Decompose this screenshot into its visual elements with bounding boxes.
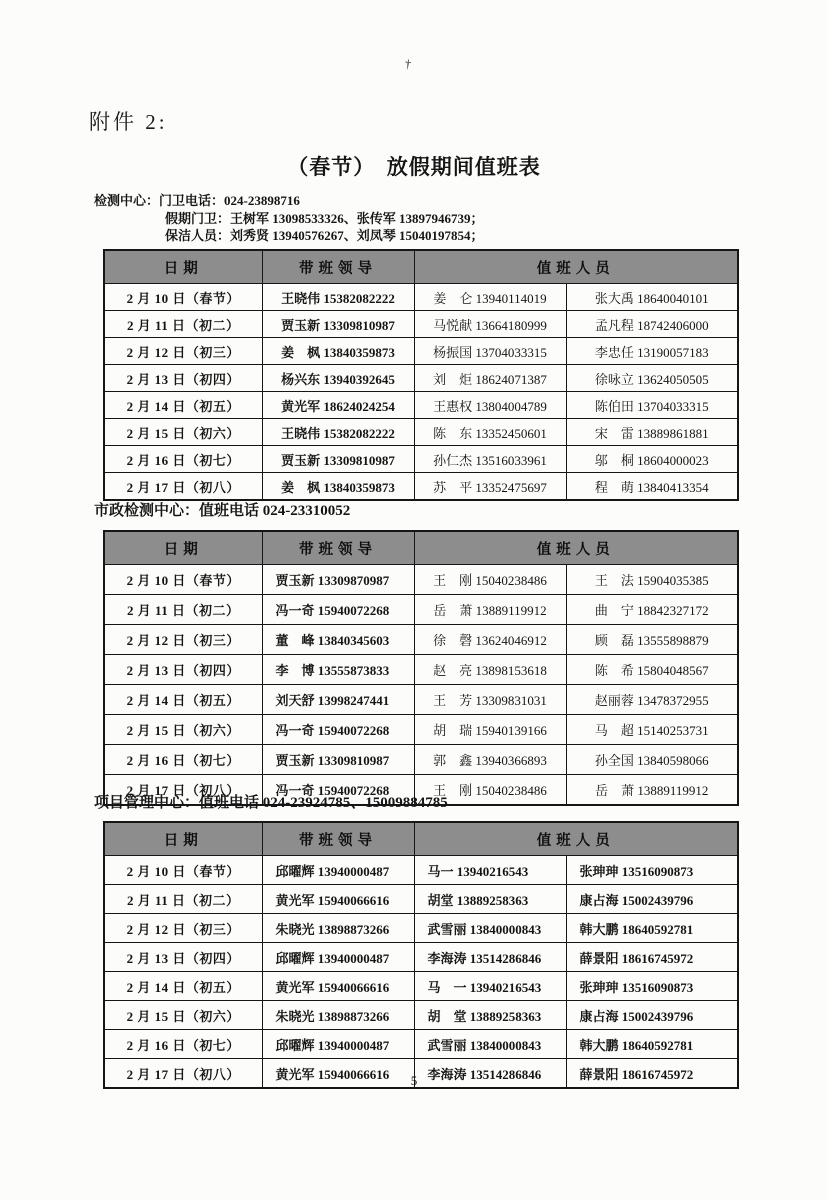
cell-date: 2 月 11 日（初二） bbox=[104, 885, 262, 914]
cell-staff1: 马一 13940216543 bbox=[414, 856, 566, 885]
cell-leader: 邱曜辉 13940000487 bbox=[262, 856, 414, 885]
cell-staff1: 王 刚 15040238486 bbox=[414, 565, 566, 595]
cell-staff1: 马悦献 13664180999 bbox=[414, 311, 566, 338]
cell-leader: 朱晓光 13898873266 bbox=[262, 1001, 414, 1030]
cell-staff1: 王惠权 13804004789 bbox=[414, 392, 566, 419]
cell-date: 2 月 14 日（初五） bbox=[104, 685, 262, 715]
table-row bbox=[104, 473, 738, 501]
cell-leader: 黄光军 15940066616 bbox=[262, 972, 414, 1001]
cell-leader: 李 博 13555873833 bbox=[262, 655, 414, 685]
cell-staff1: 郭 鑫 13940366893 bbox=[414, 745, 566, 775]
table-row bbox=[104, 655, 738, 685]
contact-line-2: 假期门卫：王树军 13098533326、张传军 13897946739； bbox=[165, 210, 484, 226]
cell-date: 2 月 10 日（春节） bbox=[104, 284, 262, 311]
cell-leader: 贾玉新 13309810987 bbox=[262, 745, 414, 775]
cell-staff2: 赵丽蓉 13478372955 bbox=[566, 685, 738, 715]
table-row bbox=[104, 392, 738, 419]
cell-staff2: 陈伯田 13704033315 bbox=[566, 392, 738, 419]
table-row bbox=[104, 745, 738, 775]
cell-staff2: 孟凡程 18742406000 bbox=[566, 311, 738, 338]
cell-date: 2 月 13 日（初四） bbox=[104, 365, 262, 392]
cell-staff2: 韩大鹏 18640592781 bbox=[566, 914, 738, 943]
cell-date: 2 月 14 日（初五） bbox=[104, 972, 262, 1001]
table-row bbox=[104, 943, 738, 972]
cell-staff2: 马 超 15140253731 bbox=[566, 715, 738, 745]
scan-artifact-mark: † bbox=[404, 56, 412, 72]
cell-date: 2 月 16 日（初七） bbox=[104, 745, 262, 775]
cell-date: 2 月 16 日（初七） bbox=[104, 1030, 262, 1059]
page-number: 5 bbox=[410, 1073, 418, 1088]
cell-staff1: 岳 萧 13889119912 bbox=[414, 595, 566, 625]
cell-staff2: 陈 希 15804048567 bbox=[566, 655, 738, 685]
cell-staff2: 曲 宁 18842327172 bbox=[566, 595, 738, 625]
duty-table-shizheng bbox=[103, 530, 739, 806]
table-row bbox=[104, 311, 738, 338]
cell-date: 2 月 12 日（初三） bbox=[104, 625, 262, 655]
table-row bbox=[104, 338, 738, 365]
header-row bbox=[104, 531, 738, 565]
cell-date: 2 月 17 日（初八） bbox=[104, 775, 262, 806]
cell-staff2: 徐咏立 13624050505 bbox=[566, 365, 738, 392]
table-row bbox=[104, 446, 738, 473]
cell-staff2: 张大禹 18640040101 bbox=[566, 284, 738, 311]
cell-staff1: 姜 仑 13940114019 bbox=[414, 284, 566, 311]
cell-leader: 邱曜辉 13940000487 bbox=[262, 1030, 414, 1059]
cell-leader: 邱曜辉 13940000487 bbox=[262, 943, 414, 972]
section-heading-shizheng: 市政检测中心：值班电话 024-23310052 bbox=[94, 503, 351, 519]
cell-staff2: 康占海 15002439796 bbox=[566, 1001, 738, 1030]
cell-leader: 黄光军 18624024254 bbox=[262, 392, 414, 419]
table-row bbox=[104, 914, 738, 943]
contact-info-block bbox=[94, 192, 484, 245]
cell-date: 2 月 15 日（初六） bbox=[104, 419, 262, 446]
cell-leader: 冯一奇 15940072268 bbox=[262, 775, 414, 806]
cell-staff1: 胡 堂 13889258363 bbox=[414, 1001, 566, 1030]
cell-staff1: 李海涛 13514286846 bbox=[414, 943, 566, 972]
col-header-leader: 带班领导 bbox=[262, 531, 414, 565]
col-header-leader: 带班领导 bbox=[262, 822, 414, 856]
cell-staff2: 韩大鹏 18640592781 bbox=[566, 1030, 738, 1059]
header-row bbox=[104, 822, 738, 856]
duty-table-xiangmu bbox=[103, 821, 739, 1089]
cell-date: 2 月 17 日（初八） bbox=[104, 1059, 262, 1089]
section-heading-xiangmu: 项目管理中心：值班电话 024-23924785、15009884785 bbox=[94, 795, 448, 811]
cell-staff1: 马 一 13940216543 bbox=[414, 972, 566, 1001]
cell-staff1: 陈 东 13352450601 bbox=[414, 419, 566, 446]
cell-leader: 姜 枫 13840359873 bbox=[262, 473, 414, 501]
cell-staff2: 宋 雷 13889861881 bbox=[566, 419, 738, 446]
cell-leader: 黄光军 15940066616 bbox=[262, 1059, 414, 1089]
cell-staff1: 胡堂 13889258363 bbox=[414, 885, 566, 914]
col-header-staff: 值班人员 bbox=[414, 531, 738, 565]
contact-line-3: 保洁人员：刘秀贤 13940576267、刘凤琴 15040197854； bbox=[165, 228, 484, 243]
cell-date: 2 月 17 日（初八） bbox=[104, 473, 262, 501]
cell-staff1: 武雪丽 13840000843 bbox=[414, 914, 566, 943]
table-row bbox=[104, 715, 738, 745]
cell-date: 2 月 10 日（春节） bbox=[104, 565, 262, 595]
col-header-leader: 带班领导 bbox=[262, 250, 414, 284]
table-row bbox=[104, 565, 738, 595]
cell-leader: 王晓伟 15382082222 bbox=[262, 419, 414, 446]
cell-staff2: 程 萌 13840413354 bbox=[566, 473, 738, 501]
cell-staff1: 杨振国 13704033315 bbox=[414, 338, 566, 365]
table-row bbox=[104, 625, 738, 655]
cell-staff1: 李海涛 13514286846 bbox=[414, 1059, 566, 1089]
duty-table-jiance bbox=[103, 249, 739, 501]
cell-date: 2 月 12 日（初三） bbox=[104, 914, 262, 943]
cell-staff2: 顾 磊 13555898879 bbox=[566, 625, 738, 655]
table-row bbox=[104, 365, 738, 392]
table-row bbox=[104, 885, 738, 914]
table-row bbox=[104, 1001, 738, 1030]
cell-leader: 姜 枫 13840359873 bbox=[262, 338, 414, 365]
cell-staff2: 张珅珅 13516090873 bbox=[566, 972, 738, 1001]
contact-center-label: 检测中心： bbox=[94, 193, 160, 208]
cell-staff2: 薛景阳 18616745972 bbox=[566, 1059, 738, 1089]
cell-date: 2 月 13 日（初四） bbox=[104, 943, 262, 972]
cell-leader: 黄光军 15940066616 bbox=[262, 885, 414, 914]
cell-staff2: 薛景阳 18616745972 bbox=[566, 943, 738, 972]
gate-phone: 门卫电话：024-23898716 bbox=[159, 193, 300, 208]
cell-date: 2 月 14 日（初五） bbox=[104, 392, 262, 419]
table-row bbox=[104, 1030, 738, 1059]
cell-staff1: 刘 炬 18624071387 bbox=[414, 365, 566, 392]
table-row bbox=[104, 284, 738, 311]
cell-leader: 杨兴东 13940392645 bbox=[262, 365, 414, 392]
cell-staff1: 胡 瑞 15940139166 bbox=[414, 715, 566, 745]
cell-staff2: 孙全国 13840598066 bbox=[566, 745, 738, 775]
cell-leader: 贾玉新 13309810987 bbox=[262, 446, 414, 473]
cell-leader: 王晓伟 15382082222 bbox=[262, 284, 414, 311]
col-header-staff: 值班人员 bbox=[414, 250, 738, 284]
cell-leader: 贾玉新 13309870987 bbox=[262, 565, 414, 595]
cell-staff2: 康占海 15002439796 bbox=[566, 885, 738, 914]
cell-staff1: 王 刚 15040238486 bbox=[414, 775, 566, 806]
cell-leader: 董 峰 13840345603 bbox=[262, 625, 414, 655]
document-title: （春节） 放假期间值班表 bbox=[287, 155, 541, 179]
cell-date: 2 月 12 日（初三） bbox=[104, 338, 262, 365]
cell-date: 2 月 16 日（初七） bbox=[104, 446, 262, 473]
cell-staff1: 苏 平 13352475697 bbox=[414, 473, 566, 501]
cell-staff2: 邬 桐 18604000023 bbox=[566, 446, 738, 473]
cell-leader: 贾玉新 13309810987 bbox=[262, 311, 414, 338]
cell-staff2: 张珅珅 13516090873 bbox=[566, 856, 738, 885]
table-row bbox=[104, 972, 738, 1001]
cell-staff1: 孙仁杰 13516033961 bbox=[414, 446, 566, 473]
col-header-staff: 值班人员 bbox=[414, 822, 738, 856]
cell-staff1: 徐 磬 13624046912 bbox=[414, 625, 566, 655]
col-header-date: 日期 bbox=[104, 250, 262, 284]
cell-leader: 刘天舒 13998247441 bbox=[262, 685, 414, 715]
table-row bbox=[104, 419, 738, 446]
cell-leader: 冯一奇 15940072268 bbox=[262, 595, 414, 625]
col-header-date: 日期 bbox=[104, 822, 262, 856]
cell-date: 2 月 10 日（春节） bbox=[104, 856, 262, 885]
cell-date: 2 月 13 日（初四） bbox=[104, 655, 262, 685]
table-row bbox=[104, 595, 738, 625]
cell-staff1: 武雪丽 13840000843 bbox=[414, 1030, 566, 1059]
cell-leader: 朱晓光 13898873266 bbox=[262, 914, 414, 943]
cell-staff2: 岳 萧 13889119912 bbox=[566, 775, 738, 806]
cell-date: 2 月 11 日（初二） bbox=[104, 311, 262, 338]
cell-staff2: 李忠任 13190057183 bbox=[566, 338, 738, 365]
cell-staff1: 王 芳 13309831031 bbox=[414, 685, 566, 715]
cell-date: 2 月 11 日（初二） bbox=[104, 595, 262, 625]
cell-leader: 冯一奇 15940072268 bbox=[262, 715, 414, 745]
cell-staff2: 王 法 15904035385 bbox=[566, 565, 738, 595]
header-row bbox=[104, 250, 738, 284]
col-header-date: 日期 bbox=[104, 531, 262, 565]
table-row bbox=[104, 856, 738, 885]
cell-staff1: 赵 亮 13898153618 bbox=[414, 655, 566, 685]
attachment-label: 附件 2: bbox=[89, 110, 168, 134]
table-row bbox=[104, 685, 738, 715]
contact-line-1 bbox=[94, 192, 484, 210]
cell-date: 2 月 15 日（初六） bbox=[104, 1001, 262, 1030]
cell-date: 2 月 15 日（初六） bbox=[104, 715, 262, 745]
